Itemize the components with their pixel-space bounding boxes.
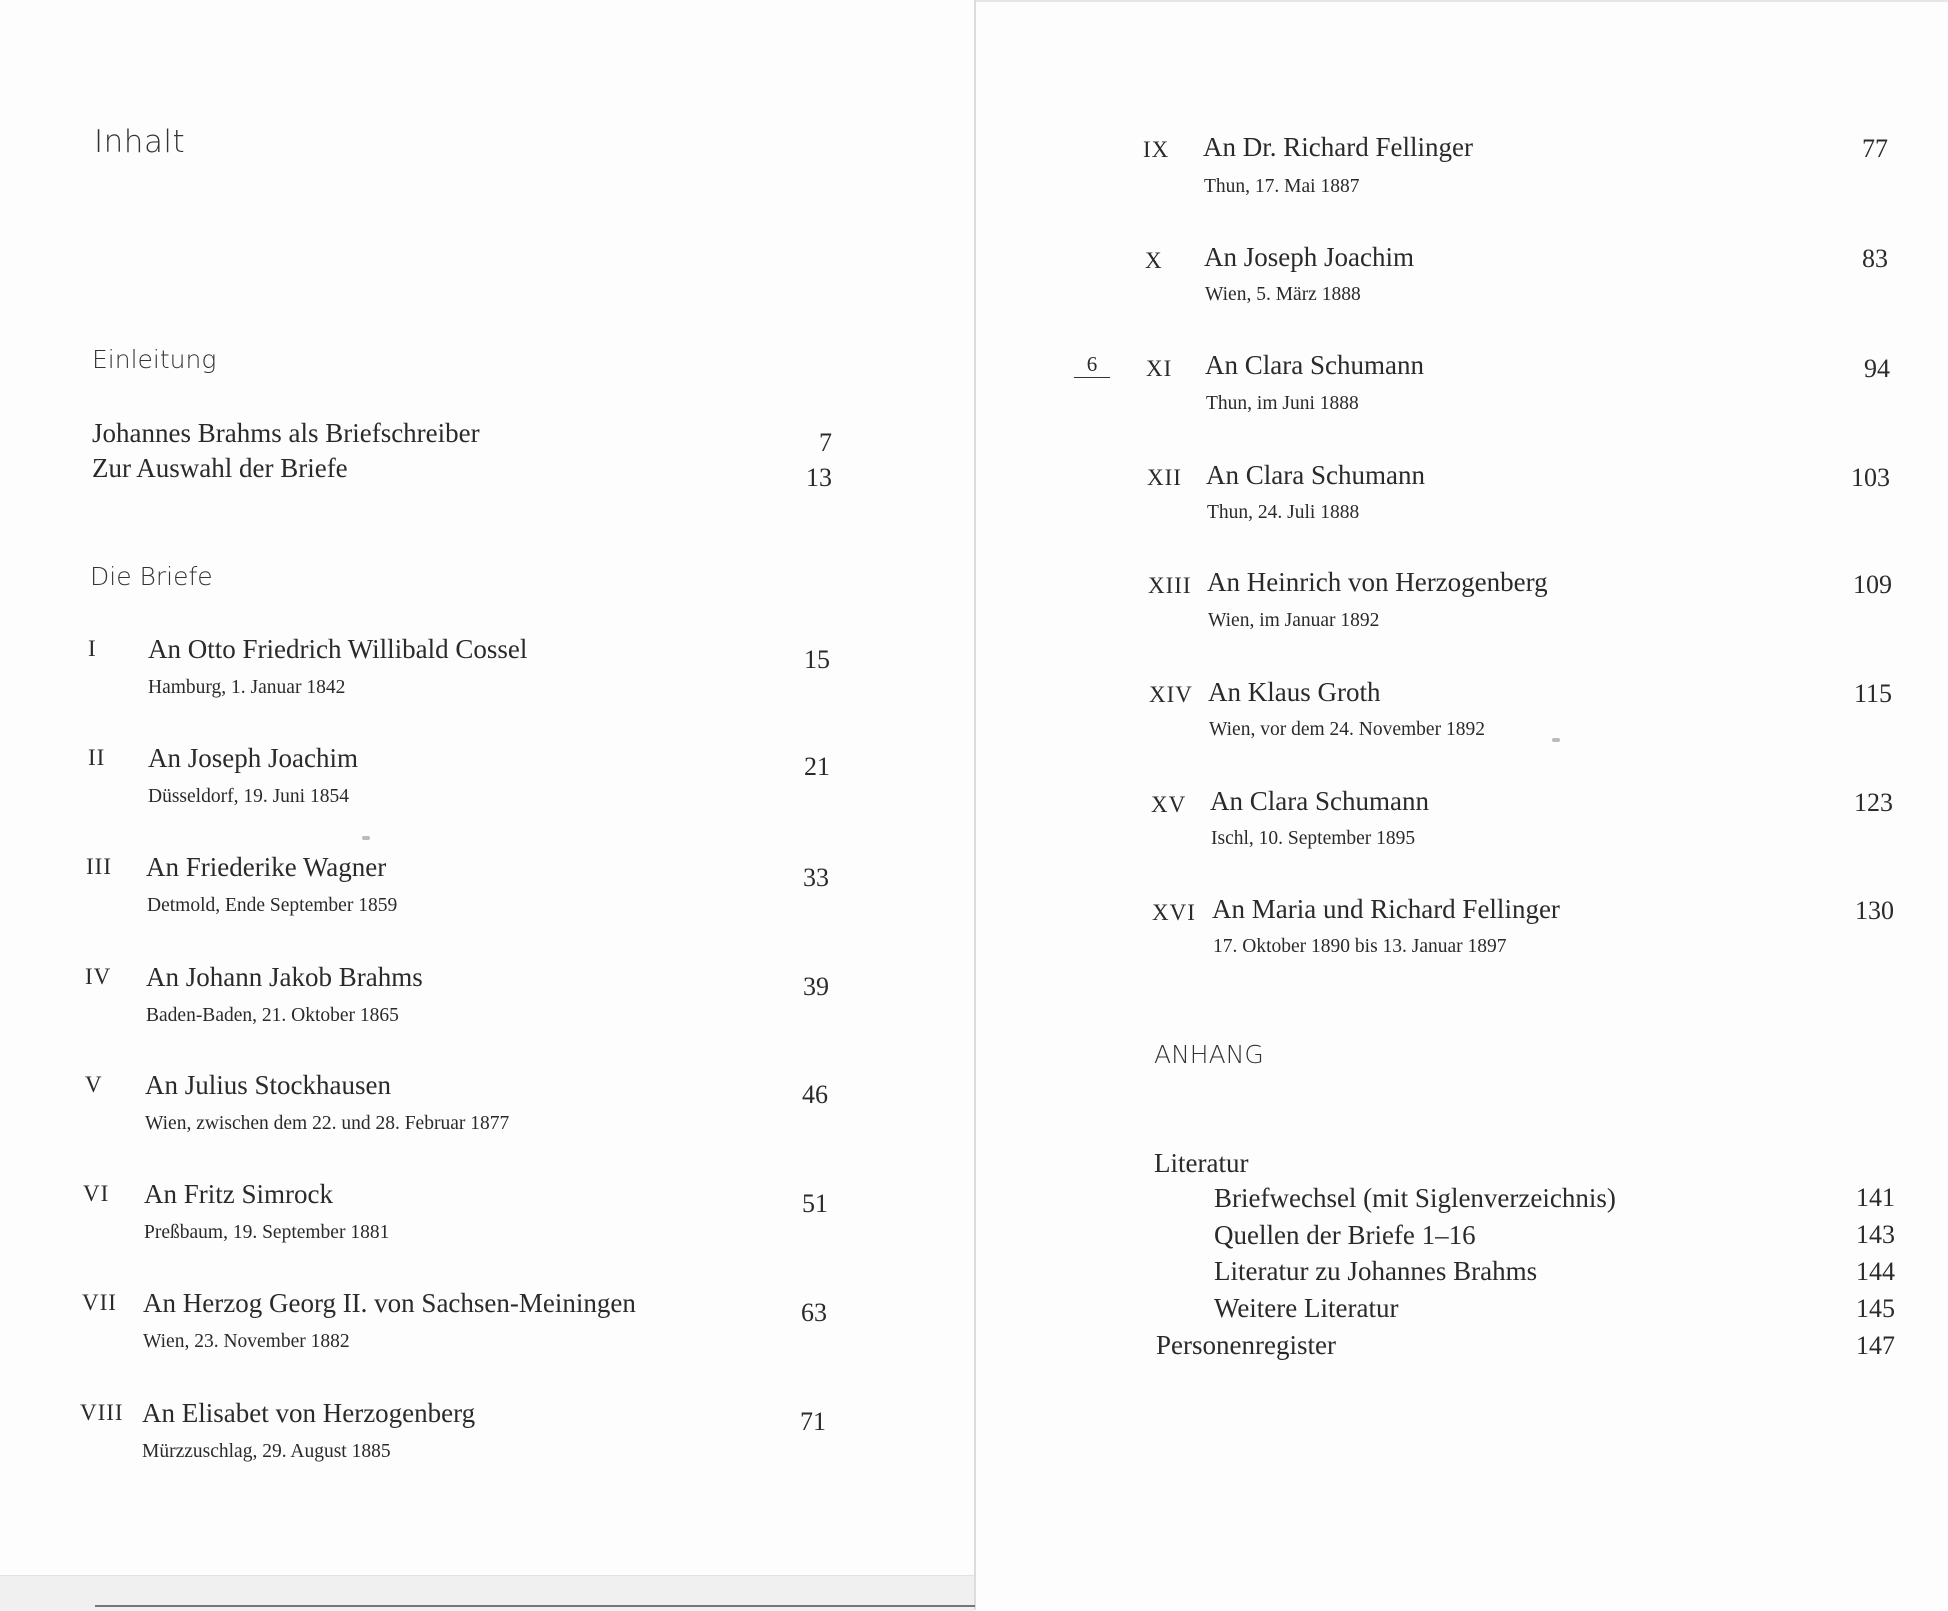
literatur-heading: Literatur	[1154, 1148, 1249, 1178]
toc-letter-place-date: 17. Oktober 1890 bis 13. Januar 1897	[1213, 936, 1507, 957]
page-number: 46	[802, 1080, 828, 1109]
left-page	[0, 0, 974, 1610]
page-number: 63	[801, 1298, 827, 1327]
page-title: Inhalt	[94, 124, 186, 160]
page-number: 13	[806, 463, 832, 492]
toc-entry-anhang[interactable]: Literatur zu Johannes Brahms	[1214, 1256, 1538, 1286]
page-number: 51	[802, 1189, 828, 1218]
page-number: 15	[804, 645, 830, 674]
die-briefe-heading: Die Briefe	[90, 562, 213, 591]
toc-letter-place-date: Wien, 5. März 1888	[1205, 284, 1361, 305]
letter-numeral: XVI	[1152, 900, 1196, 925]
letter-numeral: XIV	[1149, 682, 1193, 707]
einleitung-heading: Einleitung	[92, 345, 217, 374]
toc-letter-title[interactable]: An Klaus Groth	[1208, 677, 1381, 707]
page-number: 130	[1855, 896, 1894, 925]
letter-numeral: VII	[82, 1290, 117, 1315]
right-page	[976, 0, 1948, 1610]
toc-letter-title[interactable]: An Joseph Joachim	[1204, 242, 1414, 272]
toc-letter-place-date: Thun, 24. Juli 1888	[1207, 502, 1360, 523]
toc-letter-place-date: Thun, 17. Mai 1887	[1204, 176, 1360, 197]
toc-entry-anhang[interactable]: Weitere Literatur	[1214, 1293, 1399, 1323]
scan-bottom-line	[95, 1605, 975, 1607]
toc-letter-title[interactable]: An Joseph Joachim	[148, 743, 358, 773]
toc-letter-title[interactable]: An Friederike Wagner	[146, 852, 387, 882]
toc-letter-title[interactable]: An Clara Schumann	[1205, 350, 1424, 380]
scan-speck	[1552, 738, 1560, 742]
toc-letter-place-date: Wien, im Januar 1892	[1208, 610, 1380, 631]
page-number: 33	[803, 863, 829, 892]
page-number: 141	[1856, 1183, 1895, 1212]
toc-entry-anhang[interactable]: Briefwechsel (mit Siglenverzeichnis)	[1214, 1183, 1616, 1213]
toc-letter-title[interactable]: An Clara Schumann	[1210, 786, 1429, 816]
letter-numeral: X	[1145, 248, 1163, 273]
toc-letter-title[interactable]: An Maria und Richard Fellinger	[1212, 894, 1560, 924]
toc-entry-einleitung-2[interactable]: Zur Auswahl der Briefe	[92, 453, 348, 483]
toc-letter-place-date: Mürzzuschlag, 29. August 1885	[142, 1441, 391, 1462]
letter-numeral: XII	[1147, 465, 1182, 490]
page-number: 39	[803, 972, 829, 1001]
page-number: 21	[804, 752, 830, 781]
anhang-heading: ANHANG	[1154, 1040, 1264, 1069]
letter-numeral: II	[88, 745, 106, 770]
toc-letter-place-date: Ischl, 10. September 1895	[1211, 828, 1416, 849]
page-number: 147	[1856, 1331, 1895, 1360]
page-number: 7	[819, 428, 832, 457]
toc-letter-place-date: Preßbaum, 19. September 1881	[144, 1222, 390, 1243]
toc-letter-title[interactable]: An Elisabet von Herzogenberg	[142, 1398, 476, 1428]
toc-letter-title[interactable]: An Herzog Georg II. von Sachsen-Meiningen	[143, 1288, 636, 1318]
page-number: 77	[1862, 134, 1888, 163]
page-number: 83	[1862, 244, 1888, 273]
letter-numeral: IX	[1143, 137, 1170, 162]
letter-numeral: XV	[1151, 792, 1187, 817]
toc-letter-place-date: Detmold, Ende September 1859	[147, 895, 398, 916]
page-number: 143	[1856, 1220, 1895, 1249]
letter-numeral: XI	[1146, 356, 1173, 381]
toc-letter-title[interactable]: An Heinrich von Herzogenberg	[1207, 567, 1548, 597]
page-number: 145	[1856, 1294, 1895, 1323]
toc-entry-einleitung-1[interactable]: Johannes Brahms als Briefschreiber	[92, 418, 480, 448]
toc-letter-place-date: Wien, vor dem 24. November 1892	[1209, 719, 1485, 740]
toc-letter-title[interactable]: An Clara Schumann	[1206, 460, 1425, 490]
page-number: 109	[1853, 570, 1892, 599]
letter-numeral: VI	[83, 1181, 110, 1206]
page-number: 103	[1851, 463, 1890, 492]
letter-numeral: I	[88, 636, 97, 661]
toc-letter-title[interactable]: An Otto Friedrich Willibald Cossel	[148, 634, 528, 664]
scan-speck	[362, 836, 370, 840]
page-number: 144	[1856, 1257, 1895, 1286]
page-edge	[976, 0, 1948, 2]
letter-numeral: XIII	[1148, 573, 1192, 598]
toc-entry-anhang[interactable]: Quellen der Briefe 1–16	[1214, 1220, 1476, 1250]
toc-entry-personenregister[interactable]: Personenregister	[1156, 1330, 1336, 1360]
toc-letter-title[interactable]: An Julius Stockhausen	[145, 1070, 391, 1100]
toc-letter-place-date: Düsseldorf, 19. Juni 1854	[148, 786, 349, 807]
toc-letter-place-date: Wien, zwischen dem 22. und 28. Februar 1877	[145, 1113, 510, 1134]
letter-numeral: III	[86, 854, 112, 879]
toc-letter-title[interactable]: An Dr. Richard Fellinger	[1203, 132, 1473, 162]
letter-numeral: V	[85, 1072, 103, 1097]
folio-page-number: 6	[1074, 352, 1110, 378]
letter-numeral: VIII	[80, 1400, 124, 1425]
toc-letter-title[interactable]: An Johann Jakob Brahms	[146, 962, 423, 992]
toc-letter-title[interactable]: An Fritz Simrock	[144, 1179, 333, 1209]
toc-letter-place-date: Hamburg, 1. Januar 1842	[148, 677, 346, 698]
toc-letter-place-date: Thun, im Juni 1888	[1206, 393, 1359, 414]
page-number: 115	[1853, 679, 1892, 708]
page-number: 94	[1864, 354, 1890, 383]
page-number: 123	[1854, 788, 1893, 817]
letter-numeral: IV	[85, 964, 112, 989]
page-number: 71	[800, 1407, 826, 1436]
toc-letter-place-date: Wien, 23. November 1882	[143, 1331, 350, 1352]
toc-letter-place-date: Baden-Baden, 21. Oktober 1865	[146, 1005, 399, 1026]
